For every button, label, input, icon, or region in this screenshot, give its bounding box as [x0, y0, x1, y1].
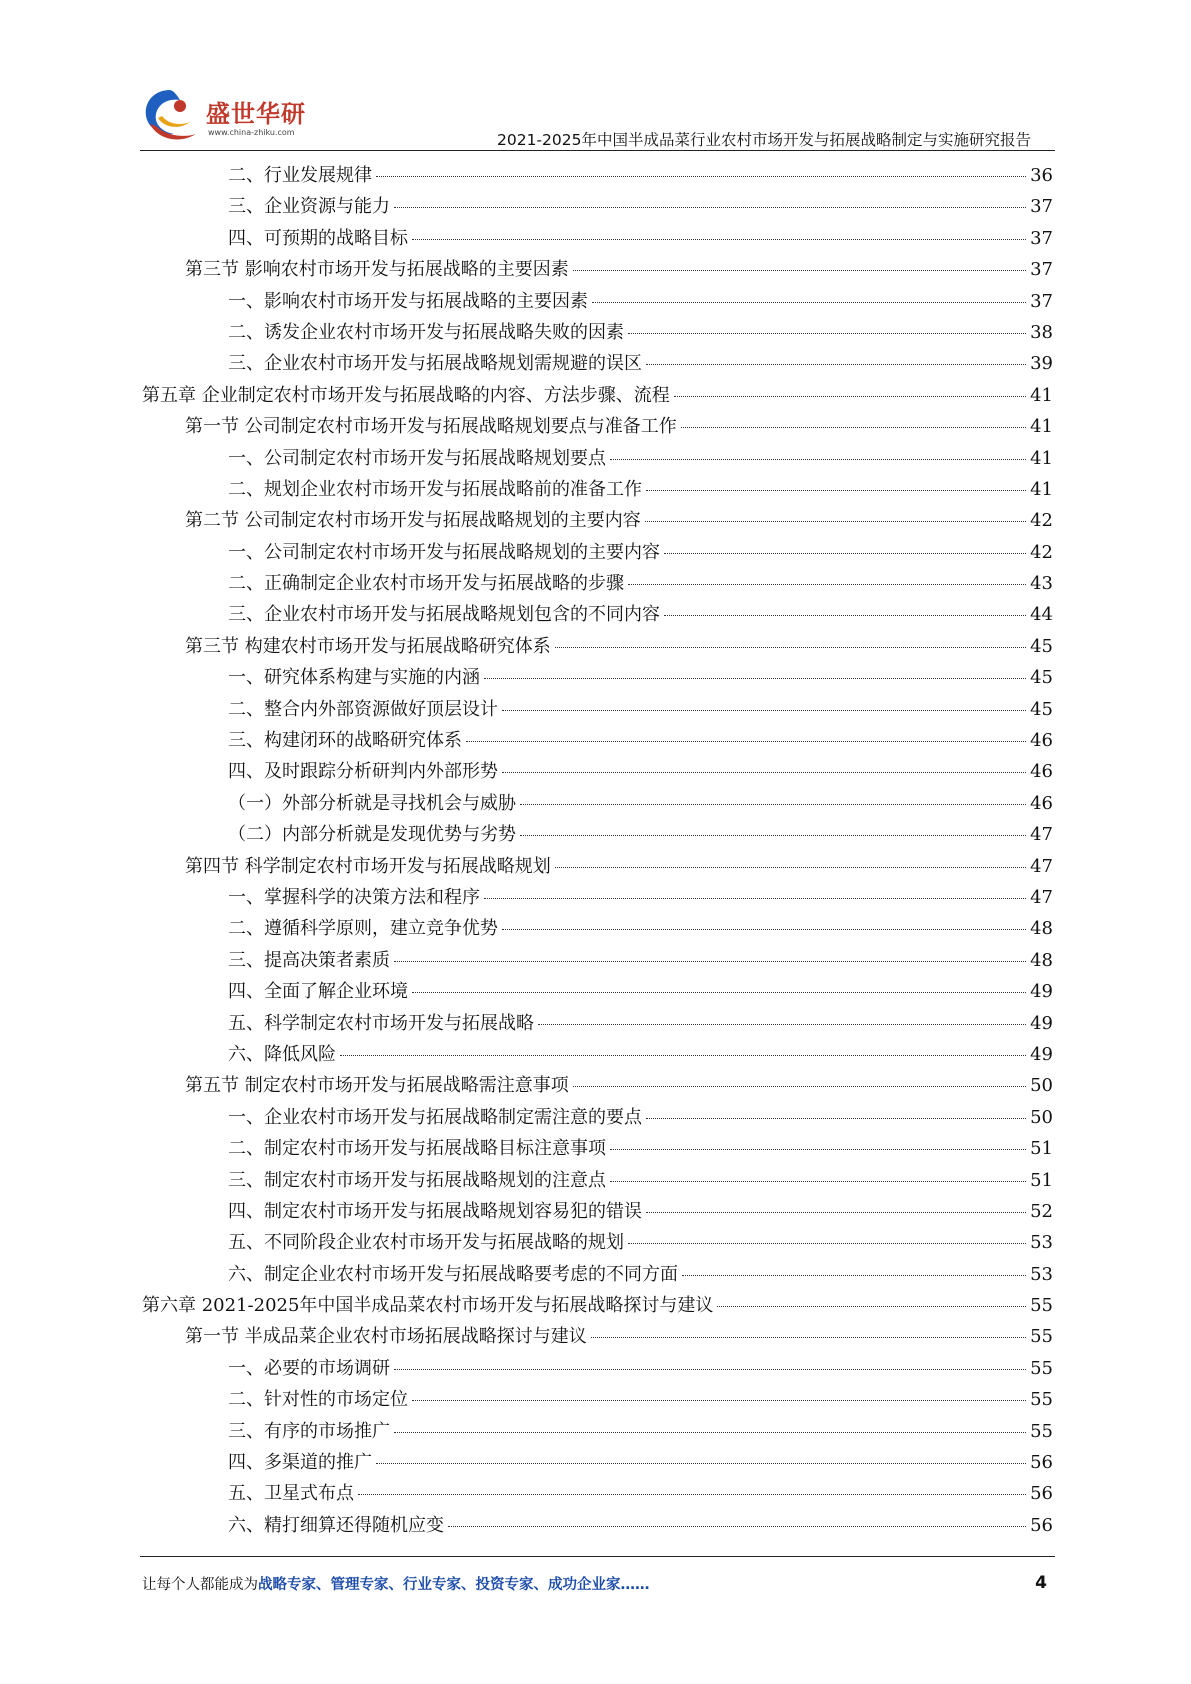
toc-entry-page: 36 — [1030, 165, 1053, 186]
toc-dot-leader — [394, 1369, 1026, 1370]
toc-entry-page: 49 — [1030, 1012, 1053, 1034]
toc-dot-leader — [484, 678, 1026, 679]
toc-entry-label: 二、遵循科学原则，建立竞争优势 — [228, 918, 498, 940]
toc-dot-leader — [674, 396, 1026, 397]
toc-entry-label: 一、掌握科学的决策方法和程序 — [228, 886, 480, 908]
toc-entry-page: 51 — [1030, 1169, 1053, 1191]
logo-name: 盛世华研 — [206, 100, 306, 128]
toc-entry-label: 三、制定农村市场开发与拓展战略规划的注意点 — [228, 1169, 606, 1191]
toc-entry-page: 55 — [1030, 1326, 1053, 1348]
toc-entry-label: （二）内部分析就是发现优势与劣势 — [228, 824, 516, 846]
toc-entry-page: 47 — [1030, 855, 1053, 877]
toc-entry[interactable] — [142, 568, 1053, 599]
toc-entry-page: 48 — [1030, 918, 1053, 940]
toc-dot-leader — [628, 1243, 1026, 1244]
toc-entry[interactable] — [142, 1321, 1053, 1352]
toc-dot-leader — [717, 1306, 1026, 1307]
toc-entry[interactable] — [142, 882, 1053, 913]
toc-entry-page: 41 — [1030, 384, 1053, 406]
toc-entry-page: 39 — [1030, 353, 1053, 375]
toc-entry-label: 四、全面了解企业环境 — [228, 981, 408, 1003]
toc-entry-label: 六、降低风险 — [228, 1043, 336, 1065]
toc-entry[interactable] — [142, 254, 1053, 285]
page-number: 4 — [1035, 1573, 1047, 1593]
toc-dot-leader — [484, 898, 1026, 899]
toc-entry-label: 三、企业农村市场开发与拓展战略规划包含的不同内容 — [228, 604, 660, 626]
toc-entry[interactable] — [142, 160, 1053, 191]
toc-entry[interactable] — [142, 851, 1053, 882]
toc-dot-leader — [520, 804, 1026, 805]
toc-entry-label: （一）外部分析就是寻找机会与威胁 — [228, 792, 516, 814]
toc-entry[interactable] — [142, 788, 1053, 819]
toc-entry-label: 第四节 科学制定农村市场开发与拓展战略规划 — [185, 855, 551, 877]
footer-divider — [140, 1556, 1055, 1557]
toc-entry[interactable] — [142, 1165, 1053, 1196]
toc-entry[interactable] — [142, 1353, 1053, 1384]
toc-entry[interactable] — [142, 1039, 1053, 1070]
toc-entry-label: 二、行业发展规律 — [228, 165, 372, 186]
toc-entry-page: 37 — [1030, 259, 1053, 281]
toc-entry[interactable] — [142, 1227, 1053, 1258]
toc-entry-label: 第五节 制定农村市场开发与拓展战略需注意事项 — [185, 1075, 569, 1097]
toc-entry[interactable] — [142, 1290, 1053, 1321]
toc-entry-label: 六、制定企业农村市场开发与拓展战略要考虑的不同方面 — [228, 1263, 678, 1285]
footer-slogan-roles: 战略专家、管理专家、行业专家、投资专家、成功企业家…… — [258, 1577, 650, 1593]
toc-dot-leader — [573, 270, 1026, 271]
toc-entry-label: 四、可预期的战略目标 — [228, 227, 408, 249]
toc-entry[interactable] — [142, 756, 1053, 787]
toc-entry[interactable] — [142, 1070, 1053, 1101]
toc-entry[interactable] — [142, 913, 1053, 944]
toc-dot-leader — [394, 961, 1026, 962]
toc-dot-leader — [394, 1432, 1026, 1433]
toc-entry-label: 三、企业农村市场开发与拓展战略规划需规避的误区 — [228, 353, 642, 375]
toc-entry-label: 五、不同阶段企业农村市场开发与拓展战略的规划 — [228, 1232, 624, 1254]
toc-entry[interactable] — [142, 1384, 1053, 1415]
toc-entry-page: 42 — [1030, 510, 1053, 532]
toc-entry-label: 第一节 公司制定农村市场开发与拓展战略规划要点与准备工作 — [185, 416, 677, 438]
toc-entry-page: 44 — [1030, 604, 1053, 626]
toc-dot-leader — [645, 521, 1026, 522]
toc-entry-page: 50 — [1030, 1106, 1053, 1128]
toc-dot-leader — [412, 992, 1026, 993]
toc-dot-leader — [682, 1275, 1026, 1276]
toc-dot-leader — [412, 1400, 1026, 1401]
toc-dot-leader — [466, 741, 1026, 742]
toc-entry[interactable] — [142, 380, 1053, 411]
toc-entry-label: 六、精打细算还得随机应变 — [228, 1514, 444, 1536]
toc-entry-page: 45 — [1030, 635, 1053, 657]
toc-entry-label: 一、企业农村市场开发与拓展战略制定需注意的要点 — [228, 1106, 642, 1128]
toc-dot-leader — [646, 1118, 1026, 1119]
page-footer — [142, 1573, 1053, 1597]
toc-entry[interactable] — [142, 631, 1053, 662]
toc-entry-page: 41 — [1030, 416, 1053, 438]
toc-dot-leader — [358, 1494, 1026, 1495]
toc-dot-leader — [412, 239, 1026, 240]
toc-entry-page: 52 — [1030, 1200, 1053, 1222]
toc-entry[interactable] — [142, 1259, 1053, 1290]
toc-entry-page: 41 — [1030, 447, 1053, 469]
toc-entry-label: 第一节 半成品菜企业农村市场拓展战略探讨与建议 — [185, 1326, 587, 1348]
toc-entry-page: 37 — [1030, 290, 1053, 312]
toc-entry-label: 第二节 公司制定农村市场开发与拓展战略规划的主要内容 — [185, 510, 641, 532]
toc-entry-page: 56 — [1030, 1483, 1053, 1505]
toc-entry-label: 五、卫星式布点 — [228, 1483, 354, 1505]
toc-entry-page: 45 — [1030, 667, 1053, 689]
toc-dot-leader — [681, 427, 1026, 428]
toc-entry-label: 三、企业资源与能力 — [228, 196, 390, 218]
toc-entry[interactable] — [142, 286, 1053, 317]
table-of-contents — [142, 160, 1053, 1541]
toc-entry-page: 41 — [1030, 478, 1053, 500]
toc-entry-label: 一、公司制定农村市场开发与拓展战略规划的主要内容 — [228, 541, 660, 563]
toc-dot-leader — [394, 207, 1026, 208]
toc-entry-label: 三、提高决策者素质 — [228, 949, 390, 971]
toc-dot-leader — [573, 1086, 1026, 1087]
toc-entry-page: 53 — [1030, 1263, 1053, 1285]
toc-entry-page: 48 — [1030, 949, 1053, 971]
toc-entry[interactable] — [142, 537, 1053, 568]
toc-entry[interactable] — [142, 348, 1053, 379]
toc-entry[interactable] — [142, 443, 1053, 474]
toc-entry-page: 56 — [1030, 1452, 1053, 1474]
toc-entry-page: 55 — [1030, 1389, 1053, 1411]
toc-entry[interactable] — [142, 191, 1053, 222]
toc-entry-page: 55 — [1030, 1295, 1053, 1317]
toc-dot-leader — [664, 553, 1026, 554]
toc-entry-label: 第三节 构建农村市场开发与拓展战略研究体系 — [185, 635, 551, 657]
toc-entry-page: 37 — [1030, 196, 1053, 218]
toc-entry-label: 二、规划企业农村市场开发与拓展战略前的准备工作 — [228, 478, 642, 500]
toc-entry-label: 第三节 影响农村市场开发与拓展战略的主要因素 — [185, 259, 569, 281]
toc-entry-page: 46 — [1030, 761, 1053, 783]
toc-dot-leader — [610, 1149, 1026, 1150]
toc-dot-leader — [591, 1337, 1026, 1338]
toc-dot-leader — [502, 772, 1026, 773]
toc-entry-page: 38 — [1030, 321, 1053, 343]
toc-entry[interactable] — [142, 1196, 1053, 1227]
toc-entry[interactable] — [142, 1008, 1053, 1039]
toc-dot-leader — [555, 867, 1026, 868]
toc-entry[interactable] — [142, 1102, 1053, 1133]
toc-entry-label: 二、整合内外部资源做好顶层设计 — [228, 698, 498, 720]
toc-entry[interactable] — [142, 819, 1053, 850]
toc-entry-label: 二、诱发企业农村市场开发与拓展战略失败的因素 — [228, 321, 624, 343]
toc-entry[interactable] — [142, 505, 1053, 536]
toc-dot-leader — [502, 710, 1026, 711]
toc-entry[interactable] — [142, 474, 1053, 505]
toc-entry-page: 50 — [1030, 1075, 1053, 1097]
toc-entry-label: 三、构建闭环的战略研究体系 — [228, 730, 462, 752]
toc-entry[interactable] — [142, 1133, 1053, 1164]
toc-entry-page: 46 — [1030, 792, 1053, 814]
toc-entry-page: 56 — [1030, 1514, 1053, 1536]
toc-dot-leader — [664, 615, 1026, 616]
toc-dot-leader — [628, 584, 1026, 585]
toc-entry-label: 四、制定农村市场开发与拓展战略规划容易犯的错误 — [228, 1200, 642, 1222]
toc-entry-label: 四、及时跟踪分析研判内外部形势 — [228, 761, 498, 783]
toc-entry-page: 49 — [1030, 981, 1053, 1003]
logo-swirl-icon — [140, 84, 204, 146]
toc-entry-label: 一、必要的市场调研 — [228, 1357, 390, 1379]
toc-entry-label: 一、研究体系构建与实施的内涵 — [228, 667, 480, 689]
toc-dot-leader — [646, 490, 1026, 491]
toc-dot-leader — [646, 1212, 1026, 1213]
toc-entry-page: 53 — [1030, 1232, 1053, 1254]
footer-slogan-prefix: 让每个人都能成为 — [142, 1577, 258, 1593]
toc-entry-page: 45 — [1030, 698, 1053, 720]
toc-entry[interactable] — [142, 1478, 1053, 1509]
toc-entry[interactable] — [142, 223, 1053, 254]
toc-entry-label: 一、公司制定农村市场开发与拓展战略规划要点 — [228, 447, 606, 469]
toc-dot-leader — [502, 929, 1026, 930]
toc-entry[interactable] — [142, 599, 1053, 630]
toc-entry[interactable] — [142, 725, 1053, 756]
toc-dot-leader — [448, 1526, 1026, 1527]
toc-dot-leader — [376, 1463, 1026, 1464]
toc-dot-leader — [340, 1055, 1026, 1056]
toc-entry[interactable] — [142, 1510, 1053, 1541]
toc-entry[interactable] — [142, 694, 1053, 725]
toc-entry-label: 二、正确制定企业农村市场开发与拓展战略的步骤 — [228, 573, 624, 595]
toc-dot-leader — [555, 647, 1026, 648]
toc-entry-page: 47 — [1030, 886, 1053, 908]
header-divider — [140, 150, 1055, 151]
toc-entry-label: 一、影响农村市场开发与拓展战略的主要因素 — [228, 290, 588, 312]
toc-dot-leader — [376, 176, 1026, 177]
toc-dot-leader — [538, 1024, 1026, 1025]
toc-entry-page: 55 — [1030, 1357, 1053, 1379]
toc-entry-page: 49 — [1030, 1043, 1053, 1065]
toc-entry[interactable] — [142, 662, 1053, 693]
toc-entry-label: 三、有序的市场推广 — [228, 1420, 390, 1442]
toc-entry-page: 43 — [1030, 573, 1053, 595]
toc-dot-leader — [592, 302, 1026, 303]
page-header — [140, 78, 1055, 150]
toc-entry[interactable] — [142, 1416, 1053, 1447]
toc-entry-label: 二、制定农村市场开发与拓展战略目标注意事项 — [228, 1138, 606, 1160]
toc-entry-label: 第六章 2021-2025年中国半成品菜农村市场开发与拓展战略探讨与建议 — [142, 1295, 714, 1317]
company-logo — [140, 84, 320, 146]
toc-entry[interactable] — [142, 317, 1053, 348]
toc-dot-leader — [610, 459, 1026, 460]
toc-entry-page: 51 — [1030, 1138, 1053, 1160]
toc-entry[interactable] — [142, 976, 1053, 1007]
logo-url: www.china-zhiku.com — [208, 128, 295, 137]
toc-dot-leader — [520, 835, 1026, 836]
toc-dot-leader — [610, 1181, 1026, 1182]
toc-entry-page: 47 — [1030, 824, 1053, 846]
toc-entry-label: 四、多渠道的推广 — [228, 1452, 372, 1474]
toc-entry-page: 42 — [1030, 541, 1053, 563]
toc-entry[interactable] — [142, 945, 1053, 976]
toc-entry-page: 55 — [1030, 1420, 1053, 1442]
toc-entry-page: 37 — [1030, 227, 1053, 249]
toc-dot-leader — [646, 364, 1026, 365]
toc-entry-page: 46 — [1030, 730, 1053, 752]
toc-dot-leader — [628, 333, 1026, 334]
toc-entry[interactable] — [142, 411, 1053, 442]
toc-entry[interactable] — [142, 1447, 1053, 1478]
report-title: 2021-2025年中国半成品菜行业农村市场开发与拓展战略制定与实施研究报告 — [497, 131, 1031, 149]
toc-entry-label: 二、针对性的市场定位 — [228, 1389, 408, 1411]
toc-entry-label: 第五章 企业制定农村市场开发与拓展战略的内容、方法步骤、流程 — [142, 384, 670, 406]
toc-entry-label: 五、科学制定农村市场开发与拓展战略 — [228, 1012, 534, 1034]
